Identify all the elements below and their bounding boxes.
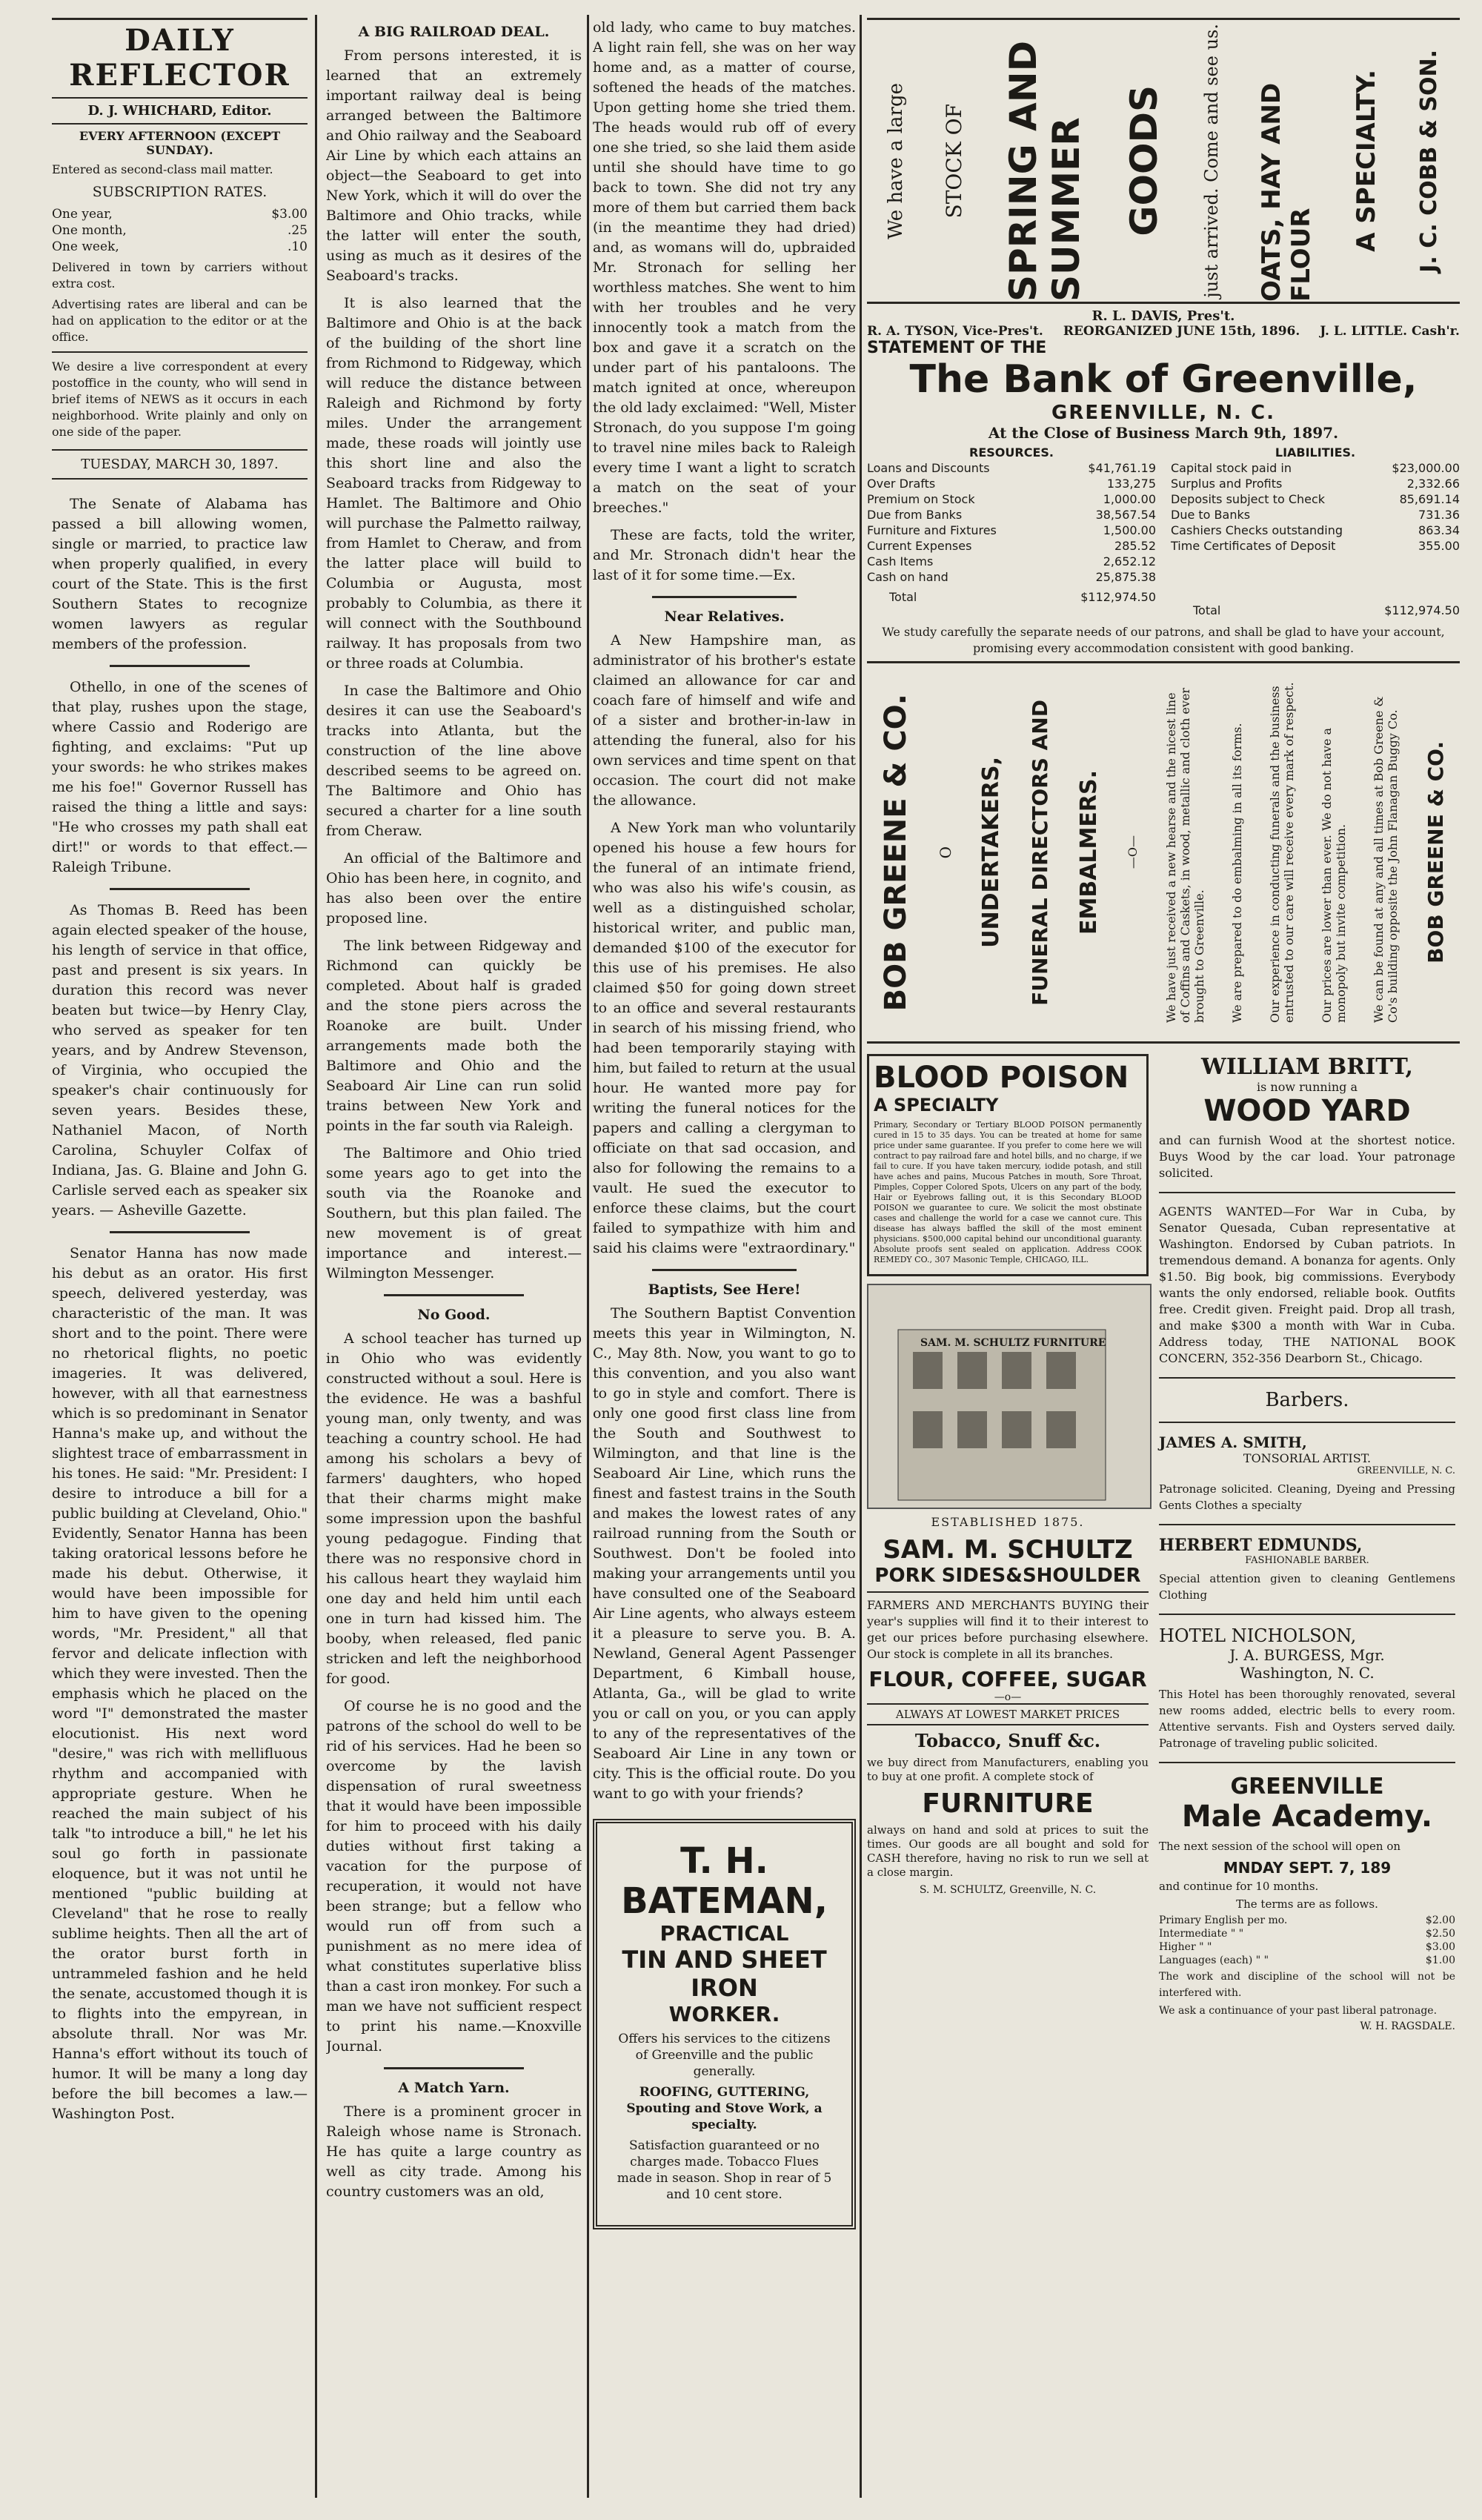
greene-name: BOB GREENE & CO. (879, 693, 914, 1012)
bateman-line: PRACTICAL (659, 1921, 789, 1946)
rate-price: $3.00 (271, 207, 308, 222)
bank-officer: J. L. LITTLE. Cash'r. (1320, 324, 1460, 339)
cobb-line: SPRING AND SUMMER (1001, 40, 1088, 302)
article-paragraph: The link between Ridgeway and Richmond can quickly be completed. About half is graded and the stone piers across the Roanoke are built. Under arrangements made both the Baltimore and Ohio and the Seaboard Air Line can run solid trains between New York and points in the far south via Raleigh. (326, 938, 582, 1134)
issue-date: TUESDAY, MARCH 30, 1897. (52, 449, 308, 480)
advertising-note: Advertising rates are liberal and can be had on application to the editor or at the office. (52, 297, 308, 344)
masthead-schedule: EVERY AFTERNOON (EXCEPT SUNDAY). (79, 129, 281, 157)
bank-place: GREENVILLE, N. C. (1051, 402, 1275, 424)
britt-name: WILLIAM BRITT, (1201, 1054, 1413, 1080)
store-sign: SAM. M. SCHULTZ FURNITURE (920, 1337, 1106, 1349)
article-paragraph: Othello, in one of the scenes of that play, rushes upon the stage, where Cassio and Roderigo are fighting, and exclaims: "Put up your swords: he who strikes makes me his foe!" Governor Russell has raised the thing a little and says: "He who crosses my path shall eat dirt!" or words to that effect.—Raleigh Tribune. (52, 679, 308, 875)
article-paragraph: An official of the Baltimore and Ohio has been here, in cognito, and has also been over the entire proposed line. (326, 850, 582, 926)
bank-table: RESOURCES. Loans and Discounts $41,761.19 Over Drafts 133,275 Premium on Stock 1,000.00 Due from Banks 38,567.54 Furniture and Fixtures 1,500.00 Current Expenses 285.52 Cash Items 2,652.12 Cash on hand 25,875.38 Total $112,974.50 LIABILITIES. Capital stock paid in $23,000.00 Surplus and Profits 2,332.66 Deposits subject to Check 85,691.14 Due to Banks 731.36 Cashiers Checks outstanding 863.34 Time Certificates of Deposit 355.00 Total $112,974.50 (867, 445, 1460, 617)
bank-statement-label: STATEMENT OF THE (867, 339, 1047, 357)
article-paragraph: It is also learned that the Baltimore and Ohio is at the back of the building of the short line from Richmond to Ridgeway, which will reduce the distance between Raleigh and Richmond by forty miles. Under the arrangement made, these roads will jointly use this short line and also the Seaboard tracks from Ridgeway to Hamlet. The Baltimore and Ohio will purchase the Palmetto railway, from Hamlet to Cheraw, and from the latter place will build to Columbia or Augusta, most probably to Columbia, as there it will connect with the Southbound railway. It has proposals from two or three roads at Columbia. (326, 295, 582, 672)
article-paragraph: The Baltimore and Ohio tried some years ago to get into the south via the Roanoke and Southern, but this plan failed. The new movement is of great importance and interest.—Wilmington Messenger. (326, 1145, 582, 1281)
cobb-line: STOCK OF (942, 103, 967, 219)
rate-label: One year, (52, 207, 113, 222)
bateman-ad (593, 1819, 856, 2229)
rate-label: One week, (52, 239, 119, 254)
rate-row (52, 222, 308, 239)
rates-table (52, 206, 308, 255)
masthead-editor: D. J. WHICHARD, Editor. (52, 97, 308, 125)
column-rule (587, 15, 589, 2498)
schultz-store-illustration (867, 1284, 1152, 1509)
article-paragraph: A New Hampshire man, as administrator of his brother's estate claimed an allowance for car and coach fare of himself and wife and of a sister and brother-in-law in attending the funeral, also for his own services and time spent on that occasion. The court did not make the allowance. (593, 632, 856, 809)
ads-subcol-right: WILLIAM BRITT, is now running a WOOD YARD and can furnish Wood at the shortest notice. Buys Wood by the car load. Your patronage solicited. AGENTS WANTED—For War in Cuba, by Senator Quesada, Cuban representative at Washington. Endorsed by Cuban patriots. In tremendous demand. A bonanza for agents. Only $1.50. Big book, big commissions. Everybody wants the only endorsed, reliable book. Outfits free. Credit given. Freight paid. Drop all trash, and make $300 a month with War in Cuba. Address today, THE NATIONAL BOOK CONCERN, 352-356 Dearborn St., Chicago. Barbers. JAMES A. SMITH, TONSORIAL ARTIST. GREENVILLE, N. C. Patronage solicited. Cleaning, Dyeing and Pressing Gents Clothes a specialty HERBERT EDMUNDS, FASHIONABLE BARBER. Special attention given to cleaning Gentlemens Clothing HOTEL NICHOLSON, J. A. BURGESS, Mgr. Washington, N. C. This Hotel has been thoroughly renovated, several new rooms added, electric bells to every room. Attentive servants. Fish and Oysters served daily. Patronage of traveling public solicited. GREENVILLE Male Academy. The next session of the school will open on MNDAY SEPT. 7, 189 and continue for 10 months. The terms are as follows. Primary English per mo. $2.00 Intermediate " " $2.50 Higher " " $3.00 Languages (each) " " $1.00 The work and discipline of the school will not be interfered with. We ask a continuance of your past liberal patronage. W. H. RAGSDALE. (1159, 1054, 1455, 2032)
cobb-line: J. C. COBB & SON. (1416, 49, 1443, 273)
academy-terms: Primary English per mo. $2.00 Intermediate " " $2.50 Higher " " $3.00 Languages (each) " " $1.00 (1159, 1914, 1455, 1966)
agents-wanted: AGENTS WANTED—For War in Cuba, by Senator Quesada, Cuban representative at Washington. Endorsed by Cuban patriots. In tremendous demand. A bonanza for agents. Only $1.50. Big book, big commissions. Everybody wants the only endorsed, reliable book. Outfits free. Credit given. Freight paid. Drop all trash, and make $300 a month with War in Cuba. Address today, THE NATIONAL BOOK CONCERN, 352-356 Dearborn St., Chicago. (1159, 1204, 1455, 1365)
bateman-body: Offers his services to the citizens of Greenville and the public generally. (618, 2032, 831, 2079)
liabilities-title: LIABILITIES. (1275, 445, 1356, 460)
article-heading: A BIG RAILROAD DEAL. (358, 24, 550, 40)
article-paragraph: Of course he is no good and the patrons of the school do well to be rid of his services. Had he been so overcome by the lavish dispensation of rural sweetness that it would have been impossible for him to proceed with his daily duties without first taking a vacation for the purpose of recuperation, it would not have been strange; but a fellow who would run off from such a punishment as no mere idea of what constitutes superlative bliss than a cast iron monkey. For such a man we have not sufficient respect to print his name.—Knoxville Journal. (326, 1698, 582, 2055)
article-paragraph: These are facts, told the writer, and Mr. Stronach didn't hear the last of it for some time.—Ex. (593, 527, 856, 583)
cobb-line: OATS, HAY AND FLOUR (1257, 82, 1317, 302)
rate-row (52, 239, 308, 255)
barbers-heading: Barbers. (1265, 1389, 1349, 1411)
cobb-ad (867, 18, 1460, 302)
article-paragraph: A New York man who voluntarily opened his house a few hours for the funeral of an intimate friend, who was also his wife's cousin, as well as a distinguished scholar, historical writer, and public man, demanded $100 of the executor for this use of his premises. He also claimed $50 for going down street to an office and several restaurants in search of his missing friend, who had been temporarily staying with him, but failed to return at the usual hour. He wanted more pay for writing the funeral notices for the papers and calling a clergyman to officiate on that sad occasion, and also for following the remains to a vault. He sued the executor to enforce these claims, but the court failed to sympathize with him and said his claims were "extraordinary." (593, 820, 856, 1256)
bateman-note: Satisfaction guaranteed or no charges made. Tobacco Flues made in season. Shop in rear of 5 and 10 cent store. (617, 2138, 832, 2202)
bank-footer: We study carefully the separate needs of our patrons, and shall be glad to have your account, promising every accommodation consistent with good banking. (882, 625, 1445, 655)
article-paragraph: Senator Hanna has now made his debut as an orator. His first speech, delivered yesterday, was characteristic of the man. It was short and to the point. There were no rhetorical flights, no poetic imageries. It was delivered, however, with all that earnestness which is so predominant in Senator Hanna's make up, and without the slightest trace of embarrassment in his tones. He said: "Mr. President: I desire to introduce a bill for a public building at Cleveland, Ohio." Evidently, Senator Hanna has been taking oratorical lessons before he made his debut. Otherwise, it would have been impossible for him to have given to the opening words, "Mr. President," all that fervor and delicate inflection with which they were invested. Then the emphasis which he placed on the word "I" demonstrated the master elocutionist. His next word "desire," was rich with mellifluous rhythm and accompanied with appropriate gesture. When he reached the main subject of his talk "to introduce a bill," he let his soul go forth in passionate eloquence, but it was not until he mentioned "public building at Cleveland" that he rose to really sublime heights. Then all the art of the orator burst forth in untrammeled fashion and he held the senate, accustomed though it is to flights into the empyrean, in absolute thrall. Nor was Mr. Hanna's effort without its touch of humor. It will be many a long day before the bill becomes a law.—Washington Post. (52, 1245, 308, 2122)
correspondent-note: We desire a live correspondent at every postoffice in the county, who will send in brief items of NEWS as it occurs in each neighborhood. Write plainly and only on one side of the paper. (52, 359, 308, 439)
bateman-services: ROOFING, GUTTERING, Spouting and Stove Work, a specialty. (626, 2085, 823, 2132)
greene-ad: BOB GREENE & CO. O UNDERTAKERS, FUNERAL DIRECTORS AND EMBALMERS. —O— We have just received a new hearse and the nicest line of Coffins and Caskets, in wood, metallic and cloth ever brought to Greenville. We are prepared to do embalming in all its forms. Our experience in conducting funerals and the business entrusted to our care will receive every mark of respect. Our prices are lower than ever. We do not have a monopoly but invite competition. We can be found at any and all times at Bob Greene & Co's building opposite the John Flanagan Buggy Co. BOB GREENE & CO. (867, 661, 1460, 1041)
bank-officer: R. A. TYSON, Vice-Pres't. (867, 324, 1043, 339)
rate-price: .25 (287, 223, 308, 238)
bateman-line: TIN AND SHEET IRON (622, 1946, 827, 2002)
column-ads (867, 18, 1460, 2032)
rates-title: SUBSCRIPTION RATES. (92, 184, 268, 200)
article-paragraph: As Thomas B. Reed has been again elected speaker of the house, his length of service in that office, past and present is six years. In duration this record was never beaten but twice—by Henry Clay, who served as speaker for ten years, and by Andrew Stevenson, of Virginia, who occupied the speaker's chair continuously for seven years. Besides these, Nathaniel Macon, of North Carolina, Schuyler Colfax of Indiana, Jas. G. Blaine and John G. Carlisle served each as speaker six years. — Asheville Gazette. (52, 902, 308, 1218)
cobb-line: A SPECIALTY. (1351, 70, 1381, 252)
resources-title: RESOURCES. (969, 445, 1054, 460)
article-paragraph: From persons interested, it is learned that an extremely important railway deal is being arranged between the Baltimore and Ohio railway and the Seaboard Air Line by which each attains an object—the Seaboard to get into New York, which it will do over the Baltimore and Ohio tracks, while the latter will enter the south, using as much as it desires of the Seaboard's tracks. (326, 47, 582, 284)
bateman-line: WORKER. (668, 2002, 780, 2026)
column-rule (315, 15, 317, 2498)
schultz-name: SAM. M. SCHULTZ (883, 1535, 1133, 1565)
cobb-line: GOODS (1123, 85, 1166, 236)
bank-statement (867, 302, 1460, 657)
article-heading: A Match Yarn. (398, 2080, 510, 2096)
article-paragraph: A school teacher has turned up in Ohio who was evidently constructed without a soul. Here is the evidence. He was a bashful young man, only twenty, and was teaching a country school. He had among his scholars a bevy of farmers' daughters, who hoped that their charms might make some impression upon the bashful young pedagogue. Finding that there was no responsive chord in his callous heart they waylaid him one day and held him until each one in turn had kissed him. The booby, when released, fled panic stricken and left the neighborhood for good. (326, 1330, 582, 1687)
bank-close-date: At the Close of Business March 9th, 1897. (988, 424, 1339, 442)
rate-price: .10 (287, 239, 308, 254)
rate-label: One month, (52, 223, 127, 238)
delivery-note: Delivered in town by carriers without extra cost. (52, 260, 308, 291)
article-heading: Baptists, See Here! (648, 1281, 801, 1298)
blood-poison-ad: BLOOD POISON A SPECIALTY Primary, Secondary or Tertiary BLOOD POISON permanently cured in 15 to 35 days. You can be treated at home for same price under same guarantee. If you prefer to come here we will contract to pay railroad fare and hotel bills, and no charge, if we fail to cure. If you have taken mercury, iodide potash, and still have aches and pains, Mucous Patches in mouth, Sore Throat, Pimples, Copper Colored Spots, Ulcers on any part of the body, Hair or Eyebrows falling out, it is this Secondary BLOOD POISON we guarantee to cure. We solicit the most obstinate cases and challenge the world for a case we cannot cure. This disease has always baffled the skill of the most eminent physicians. $500,000 capital behind our unconditional guaranty. Absolute proofs sent sealed on application. Address COOK REMEDY CO., 307 Masonic Temple, CHICAGO, ILL. (867, 1054, 1149, 1276)
column-one (52, 18, 308, 2132)
bank-title: The Bank of Greenville, (909, 357, 1418, 402)
article-paragraph: There is a prominent grocer in Raleigh whose name is Stronach. He has quite a large country as well as city trade. Among his country customers was an old, (326, 2103, 582, 2200)
article-heading: Near Relatives. (664, 609, 785, 625)
article-paragraph: old lady, who came to buy matches. A light rain fell, she was on her way home and, as a matter of course, softened the heads of the matches. Upon getting home she tried them. The heads would rub off of every one she tried, so she laid them aside until she should have time to go back to town. She did not try any more of them but carried them back (in the meantime they had dried) and, as womans will do, upbraided Mr. Stronach for selling her worthless matches. She went to him with her troubles and he very innocently took a match from the box and gave it a scratch on the under part of his pantaloons. The match ignited at once, whereupon the old lady exclaimed: "Well, Mister Stronach, do you suppose I'm going to travel nine miles back to Raleigh every time I want a light to scratch a match on the seat of your breeches." (593, 19, 856, 516)
article-paragraph: The Southern Baptist Convention meets this year in Wilmington, N. C., May 8th. Now, you want to go to this convention, and you also want to go in style and comfort. There is only one good first class line from the South and Southwest to Wilmington, and that line is the Seaboard Air Line, which runs the finest and fastest trains in the South and makes the lowest rates of any railroad running from the South or Southwest. Don't be fooled into making your arrangements until you have consulted one of the Seaboard Air Line agents, who always esteem it a pleasure to serve you. B. A. Newland, General Agent Passenger Department, 6 Kimball house, Atlanta, Ga., will be glad to write you or call on you, or you can apply to any of the representatives of the Seaboard Air Line in any town or city. This is the official route. Do you want to go with your friends? (593, 1305, 856, 1802)
article-heading: No Good. (417, 1307, 491, 1323)
column-three (593, 18, 856, 2237)
bank-officer: R. L. DAVIS, Pres't. (1091, 308, 1235, 324)
article-paragraph: In case the Baltimore and Ohio desires it can use the Seaboard's tracks into Atlanta, but the construction of the line above described seems to be agreed on. The Baltimore and Ohio has secured a charter for a line south from Cheraw. (326, 683, 582, 839)
article-paragraph: The Senate of Alabama has passed a bill allowing women, single or married, to practice law when properly qualified, in every court of the State. This is the first Southern States to recognize women lawyers as regular members of the profession. (52, 496, 308, 652)
bateman-name: T. H. BATEMAN, (621, 1840, 828, 1922)
rate-row (52, 206, 308, 222)
masthead-entered: Entered as second-class mail matter. (52, 162, 273, 176)
bank-reorganized: REORGANIZED JUNE 15th, 1896. (1063, 324, 1300, 339)
masthead-title: DAILY REFLECTOR (52, 18, 308, 93)
column-rule (860, 15, 862, 2498)
column-two (326, 18, 582, 2209)
blood-title: BLOOD POISON (874, 1061, 1129, 1095)
ads-subcol-left: BLOOD POISON A SPECIALTY Primary, Secondary or Tertiary BLOOD POISON permanently cured in 15 to 35 days. You can be treated at home for same price under same guarantee. If you prefer to come here we will contract to pay railroad fare and hotel bills, and no charge, if we fail to cure. If you have taken mercury, iodide potash, and still have aches and pains, Mucous Patches in mouth, Sore Throat, Pimples, Copper Colored Spots, Ulcers on any part of the body, Hair or Eyebrows falling out, it is this Secondary BLOOD POISON we guarantee to cure. We solicit the most obstinate cases and challenge the world for a case we cannot cure. This disease has always baffled the skill of the most eminent physicians. $500,000 capital behind our unconditional guaranty. Absolute proofs sent sealed on application. Address COOK REMEDY CO., 307 Masonic Temple, CHICAGO, ILL. SAM. M. SCHULTZ FURNITURE ESTABLISHED 1875. SAM. M. SCHULTZ PORK SIDES&SHOULDER FARMERS AND MERCHANTS BUYING their year's supplies will find it to their interest to get our prices before purchasing elsewhere. Our stock is complete in all its branches. FLOUR, COFFEE, SUGAR —o— ALWAYS AT LOWEST MARKET PRICES Tobacco, Snuff &c. we buy direct from Manufacturers, enabling you to buy at one profit. A complete stock of FURNITURE always on hand and sold at prices to suit the times. Our goods are all bought and sold for CASH therefore, having no risk to run we sell at a close margin. S. M. SCHULTZ, Greenville, N. C. (867, 1054, 1149, 2032)
cobb-line: just arrived. Come and see us. (1200, 24, 1222, 298)
cobb-line: We have a large (884, 82, 907, 239)
